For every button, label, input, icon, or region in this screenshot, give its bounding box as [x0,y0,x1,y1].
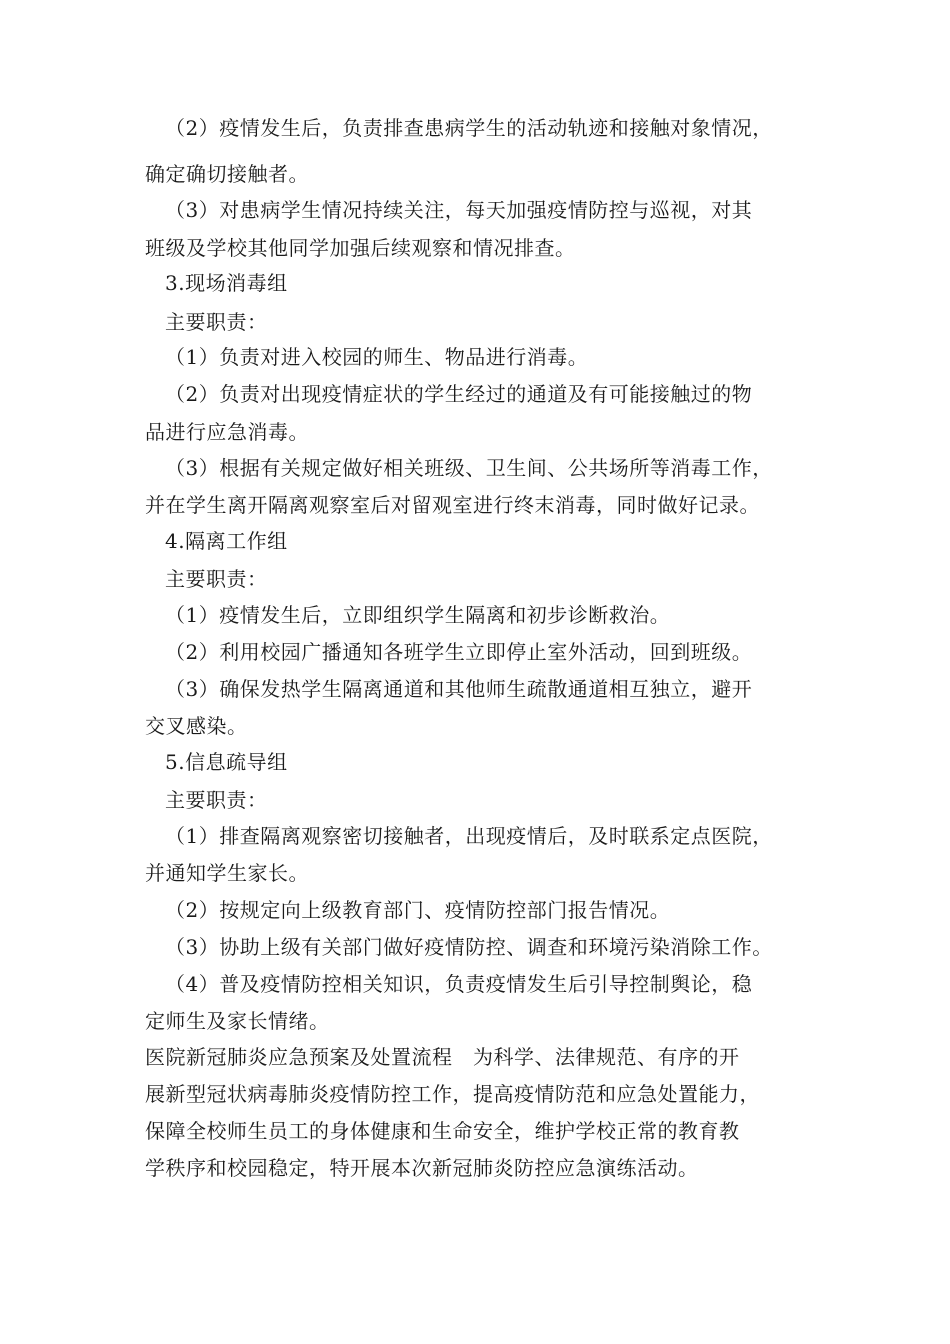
section-subheading: 主要职责： [165,567,268,591]
paragraph-line: （3）确保发热学生隔离通道和其他师生疏散通道相互独立，避开 [165,677,753,701]
paragraph-line: （1）负责对进入校园的师生、物品进行消毒。 [165,345,589,369]
paragraph-line: （2）疫情发生后，负责排查患病学生的活动轨迹和接触对象情况， [165,116,773,140]
paragraph-line: 学秩序和校园稳定，特开展本次新冠肺炎防控应急演练活动。 [145,1156,699,1180]
paragraph-line: 品进行应急消毒。 [145,420,309,444]
paragraph-line: （3）根据有关规定做好相关班级、卫生间、公共场所等消毒工作， [165,456,773,480]
paragraph-line: （2）负责对出现疫情症状的学生经过的通道及有可能接触过的物 [165,382,753,406]
paragraph-line: （1）疫情发生后，立即组织学生隔离和初步诊断救治。 [165,603,671,627]
paragraph-line: 医院新冠肺炎应急预案及处置流程 为科学、法律规范、有序的开 [145,1045,740,1069]
section-heading: 3.现场消毒组 [165,271,288,295]
paragraph-line: 班级及学校其他同学加强后续观察和情况排查。 [145,236,576,260]
paragraph-line: 交叉感染。 [145,714,248,738]
paragraph-line: （2）利用校园广播通知各班学生立即停止室外活动，回到班级。 [165,640,753,664]
paragraph-line: （4）普及疫情防控相关知识，负责疫情发生后引导控制舆论，稳 [165,972,753,996]
section-heading: 5.信息疏导组 [165,750,288,774]
paragraph-line: 保障全校师生员工的身体健康和生命安全，维护学校正常的教育教 [145,1119,740,1143]
paragraph-line: （3）对患病学生情况持续关注，每天加强疫情防控与巡视，对其 [165,198,753,222]
paragraph-line: （1）排查隔离观察密切接触者，出现疫情后，及时联系定点医院， [165,824,773,848]
paragraph-line: （3）协助上级有关部门做好疫情防控、调查和环境污染消除工作。 [165,935,773,959]
section-heading: 4.隔离工作组 [165,529,288,553]
paragraph-line: 并在学生离开隔离观察室后对留观室进行终末消毒，同时做好记录。 [145,493,760,517]
paragraph-line: （2）按规定向上级教育部门、疫情防控部门报告情况。 [165,898,671,922]
section-subheading: 主要职责： [165,788,268,812]
paragraph-line: 定师生及家长情绪。 [145,1009,330,1033]
section-subheading: 主要职责： [165,310,268,334]
paragraph-line: 确定确切接触者。 [145,162,309,186]
paragraph-line: 并通知学生家长。 [145,861,309,885]
paragraph-line: 展新型冠状病毒肺炎疫情防控工作，提高疫情防范和应急处置能力， [145,1082,760,1106]
